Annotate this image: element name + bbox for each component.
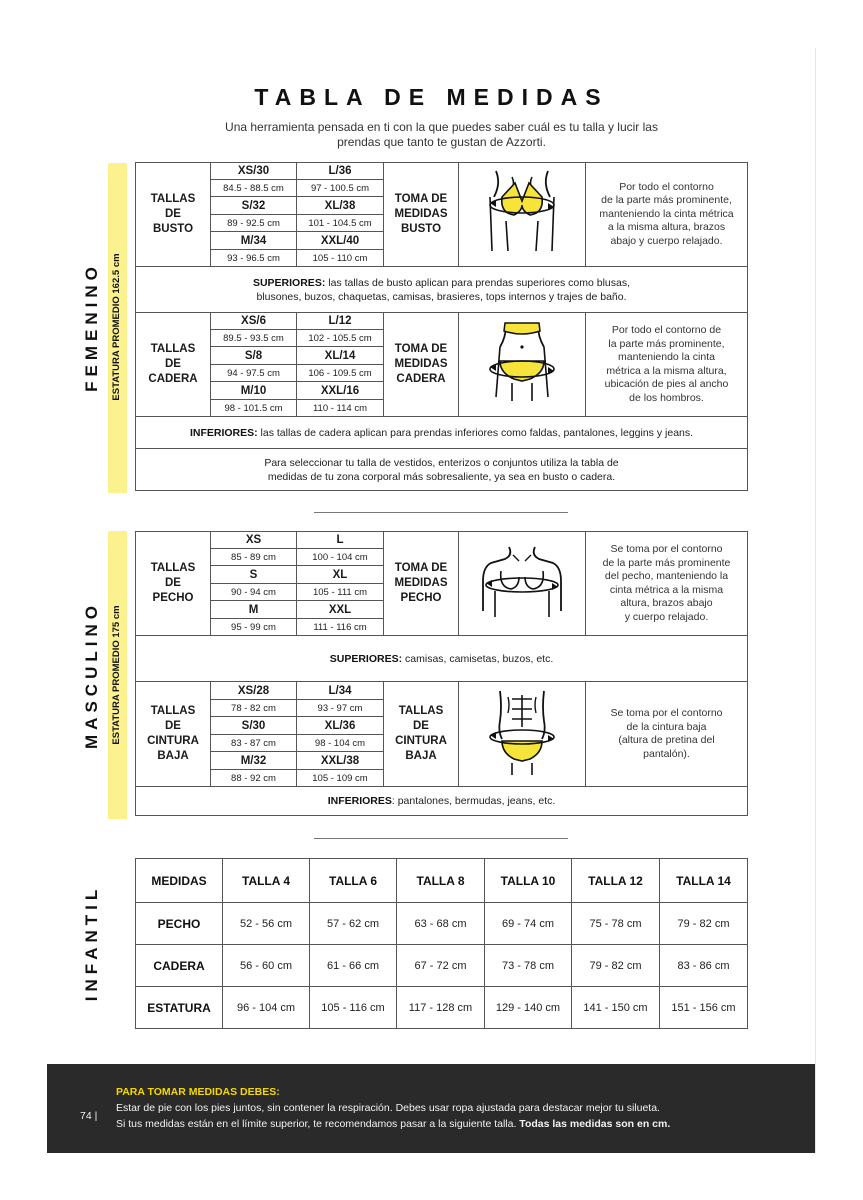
row-header: ESTATURA — [136, 987, 223, 1029]
table-cell: 79 - 82 cm — [572, 945, 660, 987]
size-cell: XS — [211, 532, 297, 549]
size-range: 110 - 114 cm — [297, 400, 384, 417]
size-range: 85 - 89 cm — [211, 549, 297, 566]
size-cell: S/8 — [211, 347, 297, 365]
size-range: 98 - 101.5 cm — [211, 400, 297, 417]
inferiores-note: INFERIORES: pantalones, bermudas, jeans, etc. — [136, 787, 748, 816]
size-range: 100 - 104 cm — [297, 549, 384, 566]
size-cell: L — [297, 532, 384, 549]
size-range: 89.5 - 93.5 cm — [211, 330, 297, 347]
header-cell: MEDIDAS — [136, 859, 223, 903]
size-cell: M/34 — [211, 232, 297, 250]
page-title: TABLA DE MEDIDAS — [254, 84, 609, 110]
table-cell: 52 - 56 cm — [223, 903, 310, 945]
superiores-note: SUPERIORES: camisas, camisetas, buzos, etc. — [136, 636, 748, 682]
footer-line-2: Si tus medidas están en el límite superior, te recomendamos pasar a la siguiente talla. Todas las medidas son en cm. — [116, 1118, 671, 1130]
table-cell: 56 - 60 cm — [223, 945, 310, 987]
size-cell: M — [211, 601, 297, 619]
size-range: 111 - 116 cm — [297, 619, 384, 636]
section-label-femenino: FEMENINO — [82, 262, 101, 392]
table-cell: 67 - 72 cm — [397, 945, 485, 987]
bust-measure-icon — [459, 163, 586, 267]
table-cell: 96 - 104 cm — [223, 987, 310, 1029]
size-range: 93 - 96.5 cm — [211, 250, 297, 267]
page-subtitle: Una herramienta pensada en ti con la que puedes saber cuál es tu talla y lucir las prendas que tanto te gustan de Azzorti. — [225, 120, 658, 149]
size-cell: XXL/38 — [297, 752, 384, 770]
table-cell: 105 - 116 cm — [310, 987, 397, 1029]
superiores-note: SUPERIORES: las tallas de busto aplican para prendas superiores como blusas, blusones, buzos, chaquetas, camisas, brasieres, tops internos y trajes de baño. — [136, 267, 748, 313]
table-cell: 117 - 128 cm — [397, 987, 485, 1029]
size-range: 106 - 109.5 cm — [297, 365, 384, 382]
size-range: 98 - 104 cm — [297, 735, 384, 752]
size-range: 93 - 97 cm — [297, 700, 384, 717]
size-cell: S/30 — [211, 717, 297, 735]
size-cell: L/36 — [297, 163, 384, 180]
size-cell: XL/36 — [297, 717, 384, 735]
busto-toma-label: TOMA DE MEDIDAS BUSTO — [384, 163, 459, 267]
section-label-masculino: MASCULINO — [82, 601, 101, 749]
size-range: 101 - 104.5 cm — [297, 215, 384, 232]
size-range: 105 - 110 cm — [297, 250, 384, 267]
header-cell: TALLA 4 — [223, 859, 310, 903]
size-range: 90 - 94 cm — [211, 584, 297, 601]
pecho-toma-label: TOMA DE MEDIDAS PECHO — [384, 532, 459, 636]
size-cell: XXL/16 — [297, 382, 384, 400]
page-edge-line — [815, 48, 816, 1153]
stature-label-femenino: ESTATURA PROMEDIO 162.5 cm — [111, 253, 122, 401]
size-range: 84.5 - 88.5 cm — [211, 180, 297, 197]
pecho-table — [135, 531, 748, 816]
header-cell: TALLA 10 — [485, 859, 572, 903]
size-cell: L/34 — [297, 682, 384, 700]
size-range: 78 - 82 cm — [211, 700, 297, 717]
busto-label: TALLAS DE BUSTO — [136, 163, 211, 267]
pecho-description: Se toma por el contorno de la parte más prominente del pecho, manteniendo la cinta métrica a la misma altura, brazos abajo y cuerpo relajado. — [586, 532, 748, 636]
size-cell: XL/14 — [297, 347, 384, 365]
row-header: CADERA — [136, 945, 223, 987]
size-range: 97 - 100.5 cm — [297, 180, 384, 197]
size-range: 88 - 92 cm — [211, 770, 297, 787]
footer-panel — [47, 1064, 815, 1153]
table-row — [136, 945, 748, 987]
size-cell: XS/28 — [211, 682, 297, 700]
size-range: 95 - 99 cm — [211, 619, 297, 636]
table-row — [136, 987, 748, 1029]
table-cell: 61 - 66 cm — [310, 945, 397, 987]
stature-label-masculino: ESTATURA PROMEDIO 175 cm — [111, 605, 122, 745]
table-cell: 73 - 78 cm — [485, 945, 572, 987]
table-cell: 151 - 156 cm — [660, 987, 748, 1029]
table-cell: 63 - 68 cm — [397, 903, 485, 945]
section-divider — [314, 838, 568, 839]
vestidos-note: Para seleccionar tu talla de vestidos, enterizos o conjuntos utiliza la tabla de medidas de tu zona corporal más sobresaliente, ya sea en busto o cadera. — [136, 449, 748, 491]
size-cell: XS/30 — [211, 163, 297, 180]
cadera-label: TALLAS DE CADERA — [136, 313, 211, 417]
table-cell: 129 - 140 cm — [485, 987, 572, 1029]
footer-line-1: Estar de pie con los pies juntos, sin contener la respiración. Debes usar ropa ajustada para destacar mejor tu silueta. — [116, 1102, 660, 1114]
page-number: 74 | — [80, 1110, 98, 1122]
section-divider — [314, 512, 568, 513]
header-cell: TALLA 8 — [397, 859, 485, 903]
pecho-label: TALLAS DE PECHO — [136, 532, 211, 636]
size-cell: XS/6 — [211, 313, 297, 330]
table-cell: 75 - 78 cm — [572, 903, 660, 945]
header-cell: TALLA 6 — [310, 859, 397, 903]
busto-description: Por todo el contorno de la parte más prominente, manteniendo la cinta métrica a la misma altura, brazos abajo y cuerpo relajado. — [586, 163, 748, 267]
table-cell: 83 - 86 cm — [660, 945, 748, 987]
size-cell: M/32 — [211, 752, 297, 770]
size-cell: L/12 — [297, 313, 384, 330]
table-cell: 69 - 74 cm — [485, 903, 572, 945]
size-cell: XL — [297, 566, 384, 584]
infantil-table — [135, 858, 748, 1029]
size-cell: M/10 — [211, 382, 297, 400]
table-cell: 141 - 150 cm — [572, 987, 660, 1029]
size-cell: S — [211, 566, 297, 584]
size-cell: S/32 — [211, 197, 297, 215]
inferiores-note: INFERIORES: las tallas de cadera aplican para prendas inferiores como faldas, pantalones, leggins y jeans. — [136, 417, 748, 449]
table-cell: 57 - 62 cm — [310, 903, 397, 945]
section-label-infantil: INFANTIL — [82, 884, 101, 1002]
cadera-toma-label: TOMA DE MEDIDAS CADERA — [384, 313, 459, 417]
cintura-description: Se toma por el contorno de la cintura baja (altura de pretina del pantalón). — [586, 682, 748, 787]
footer-title: PARA TOMAR MEDIDAS DEBES: — [116, 1086, 280, 1098]
table-cell: 79 - 82 cm — [660, 903, 748, 945]
hip-measure-icon — [459, 313, 586, 417]
size-range: 105 - 111 cm — [297, 584, 384, 601]
header-cell: TALLA 12 — [572, 859, 660, 903]
row-header: PECHO — [136, 903, 223, 945]
size-range: 105 - 109 cm — [297, 770, 384, 787]
cintura-toma-label: TALLAS DE CINTURA BAJA — [384, 682, 459, 787]
size-cell: XL/38 — [297, 197, 384, 215]
chest-measure-icon — [459, 532, 586, 636]
cadera-description: Por todo el contorno de la parte más prominente, manteniendo la cinta métrica a la misma altura, ubicación de pies al ancho de los hombros. — [586, 313, 748, 417]
size-range: 94 - 97.5 cm — [211, 365, 297, 382]
table-row — [136, 903, 748, 945]
cintura-label: TALLAS DE CINTURA BAJA — [136, 682, 211, 787]
size-range: 83 - 87 cm — [211, 735, 297, 752]
size-cell: XXL/40 — [297, 232, 384, 250]
waist-measure-icon — [459, 682, 586, 787]
size-range: 102 - 105.5 cm — [297, 330, 384, 347]
size-cell: XXL — [297, 601, 384, 619]
header-cell: TALLA 14 — [660, 859, 748, 903]
busto-table — [135, 162, 748, 491]
size-range: 89 - 92.5 cm — [211, 215, 297, 232]
